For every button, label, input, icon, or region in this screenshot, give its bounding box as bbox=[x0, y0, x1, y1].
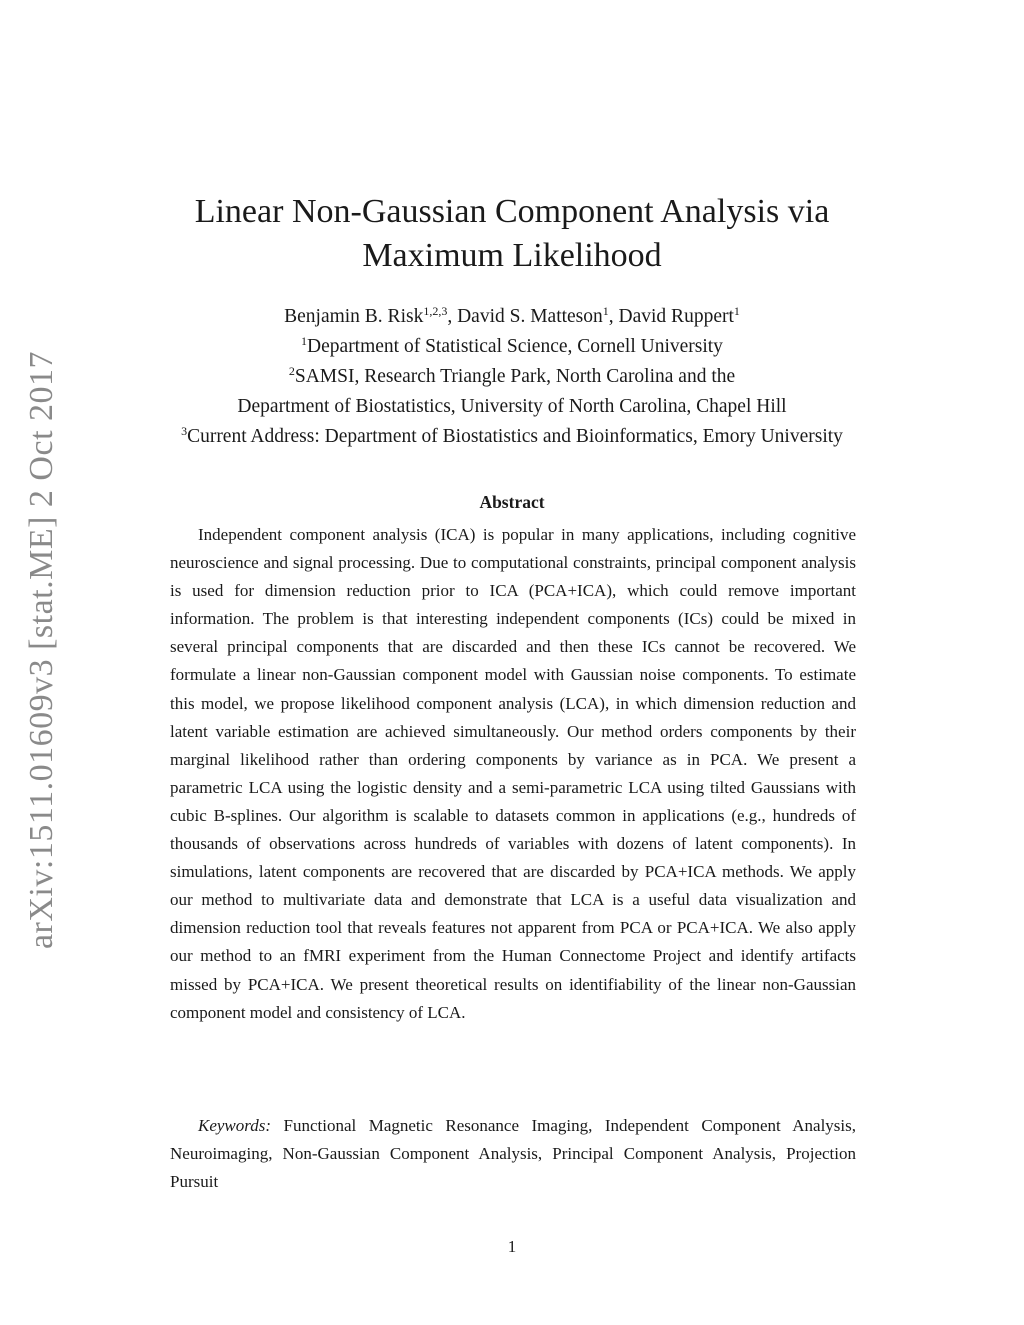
author-2-affiliation-marks: 1 bbox=[602, 304, 609, 318]
affiliation-1 bbox=[0, 332, 1024, 362]
page-number: 1 bbox=[507, 1237, 517, 1256]
author-3: , David Ruppert bbox=[608, 306, 734, 327]
affiliation-2 bbox=[0, 362, 1024, 392]
affiliation-1-text: Department of Statistical Science, Cornell University bbox=[307, 336, 723, 357]
abstract-heading: Abstract bbox=[479, 492, 545, 512]
abstract-body: Independent component analysis (ICA) is popular in many applications, including cognitive neuroscience and signal processing. Due to computational constraints, principal component analysis is used for dimension reduction prior to ICA (PCA+ICA), which could remove important information. The problem is that interesting independent components (ICs) could be mixed in several principal components that are discarded and then these ICs cannot be recovered. We formulate a linear non-Gaussian component model with Gaussian noise components. To estimate this model, we propose likelihood component analysis (LCA), in which dimension reduction and latent variable estimation are achieved simultaneously. Our method orders components by their marginal likelihood rather than ordering components by variance as in PCA. We present a parametric LCA using the logistic density and a semi-parametric LCA using tilted Gaussians with cubic B-splines. Our algorithm is scalable to datasets common in applications (e.g., hundreds of thousands of observations across hundreds of variables with dozens of latent components). In simulations, latent components are recovered that are discarded by PCA+ICA methods. We apply our method to multivariate data and demonstrate that LCA is a useful data visualization and dimension reduction tool that reveals features not apparent from PCA or PCA+ICA. We also apply our method to an fMRI experiment from the Human Connectome Project and identify artifacts missed by PCA+ICA. We present theoretical results on identifiability of the linear non-Gaussian component model and consistency of LCA. bbox=[170, 525, 856, 1022]
title-line-2: Maximum Likelihood bbox=[362, 237, 662, 274]
affiliation-2-mark: 2 bbox=[288, 364, 295, 378]
arxiv-side-stamp: arXiv:1511.01609v3 [stat.ME] 2 Oct 2017 bbox=[23, 350, 60, 950]
author-list bbox=[0, 302, 1024, 332]
affiliation-2-text: SAMSI, Research Triangle Park, North Carolina and the bbox=[294, 366, 736, 387]
author-1: Benjamin B. Risk bbox=[284, 306, 424, 327]
author-3-affiliation-marks: 1 bbox=[733, 304, 740, 318]
paper-title bbox=[0, 190, 1024, 278]
affiliation-1-mark: 1 bbox=[301, 334, 308, 348]
title-line-1: Linear Non-Gaussian Component Analysis via bbox=[194, 193, 830, 230]
affiliation-3-text: Current Address: Department of Biostatistics and Bioinformatics, Emory University bbox=[187, 426, 843, 447]
affiliation-3 bbox=[0, 422, 1024, 452]
keywords-text: Functional Magnetic Resonance Imaging, Independent Component Analysis, Neuroimaging, Non-Gaussian Component Analysis, Principal Component Analysis, Projection Pursuit bbox=[170, 1116, 856, 1192]
author-2: , David S. Matteson bbox=[447, 306, 603, 327]
affiliation-2-continued: Department of Biostatistics, University of North Carolina, Chapel Hill bbox=[237, 396, 787, 417]
affiliation-3-mark: 3 bbox=[181, 424, 188, 438]
keywords-label: Keywords: bbox=[198, 1116, 272, 1135]
keywords bbox=[170, 1112, 856, 1196]
author-1-affiliation-marks: 1,2,3 bbox=[423, 304, 448, 318]
authors-affiliations bbox=[0, 302, 1024, 452]
